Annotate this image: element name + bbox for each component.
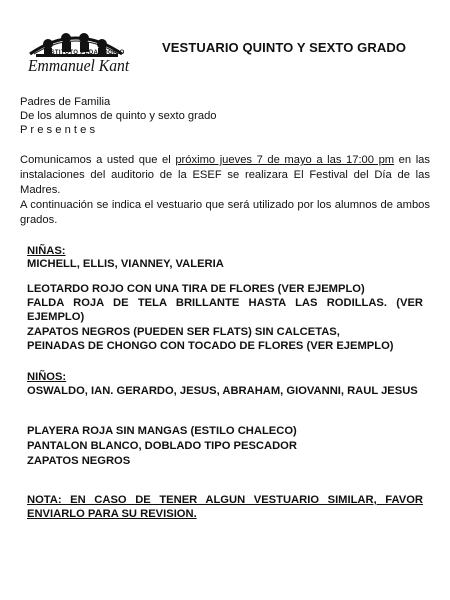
event-date: próximo jueves 7 de mayo a las 17:00 pm <box>175 154 395 166</box>
boys-heading: NIÑOS: <box>27 371 67 383</box>
logo-institution-text: INSTITUTO PEDAGOGICO <box>44 50 125 56</box>
intro-text-before: Comunicamos a usted que el <box>20 154 176 166</box>
girls-item-2: FALDA ROJA DE TELA BRILLANTE HASTA LAS RODILLAS. (VER EJEMPLO) <box>27 297 423 323</box>
greeting-line-1: Padres de Familia <box>20 96 111 108</box>
girls-names: MICHELL, ELLIS, VIANNEY, VALERIA <box>27 258 224 270</box>
greeting-line-2: De los alumnos de quinto y sexto grado <box>20 110 217 122</box>
intro-text-after: en las instalaciones del auditorio de la ESEF se realizara El Festival del Día de las Madres. <box>20 154 430 196</box>
girls-item-3: ZAPATOS NEGROS (PUEDEN SER FLATS) SIN CALCETAS, <box>27 326 340 338</box>
girls-heading: NIÑAS: <box>27 245 66 257</box>
boys-item-3: ZAPATOS NEGROS <box>27 455 131 467</box>
girls-item-1: LEOTARDO ROJO CON UNA TIRA DE FLORES (VER EJEMPLO) <box>27 283 365 295</box>
intro-paragraph <box>20 153 430 228</box>
boys-names: OSWALDO, IAN. GERARDO, JESUS, ABRAHAM, GIOVANNI, RAUL JESUS <box>27 385 418 397</box>
intro-text-continuation: A continuación se indica el vestuario que será utilizado por los alumnos de ambos grados. <box>20 199 430 226</box>
girls-item-4: PEINADAS DE CHONGO CON TOCADO DE FLORES (VER EJEMPLO) <box>27 340 394 352</box>
logo-name-text: Emmanuel Kant <box>28 56 130 75</box>
note-text: NOTA: EN CASO DE TENER ALGUN VESTUARIO SIMILAR, FAVOR ENVIARLO PARA SU REVISION. <box>27 494 423 520</box>
greeting-line-3: P r e s e n t e s <box>20 124 96 136</box>
boys-item-1: PLAYERA ROJA SIN MANGAS (ESTILO CHALECO) <box>27 425 297 437</box>
boys-item-2: PANTALON BLANCO, DOBLADO TIPO PESCADOR <box>27 440 297 452</box>
page-title: VESTUARIO QUINTO Y SEXTO GRADO <box>162 40 407 55</box>
